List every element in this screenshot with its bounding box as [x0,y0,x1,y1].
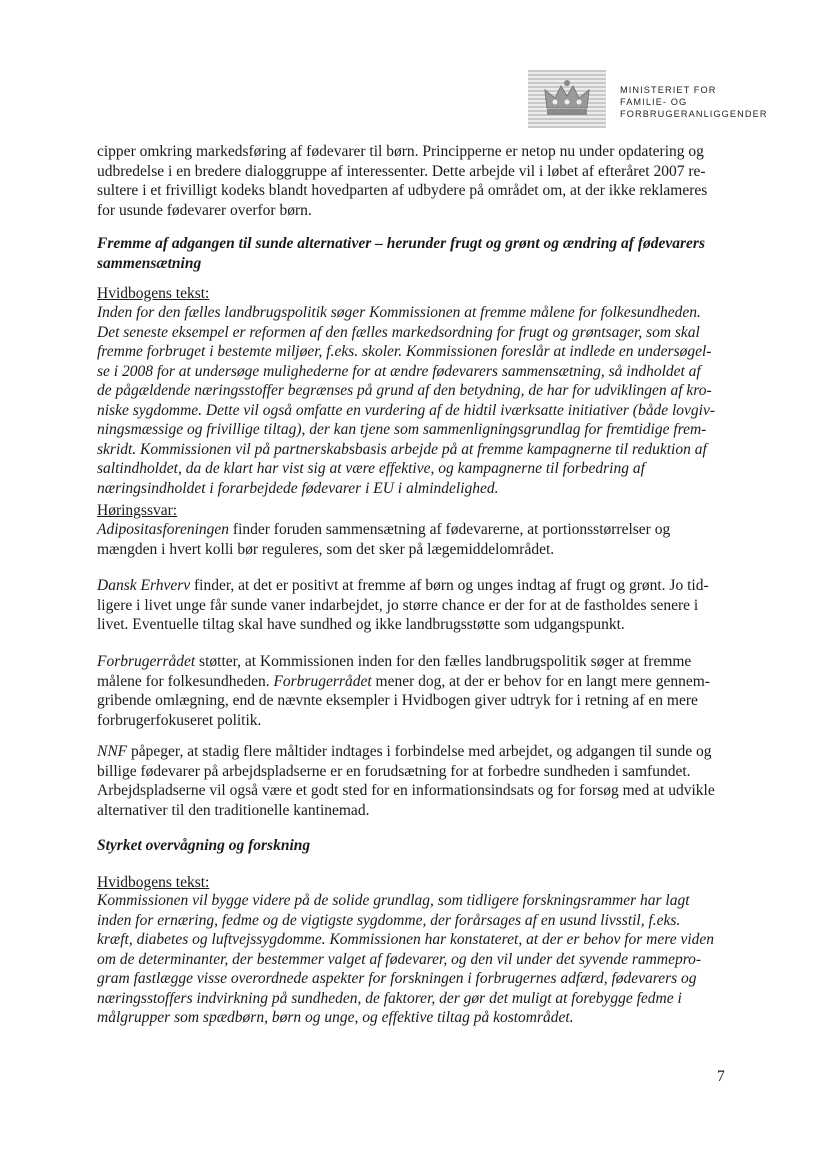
section-heading [97,836,737,856]
heading-line: Fremme af adgangen til sunde alternativer – herunder frugt og grønt og ændring af fødevarers [97,235,705,252]
text-line: livet. Eventuelle tiltag skal have sundhed og ikke landbrugsstøtte som udgangspunkt. [97,616,625,633]
whitepaper-label: Hvidbogens tekst: [97,874,210,891]
text-line: se i 2008 for at undersøge mulighederne for at ændre fødevarers sammensætning, så indholdet af [97,362,701,380]
response-paragraph [97,652,737,730]
whitepaper-text [97,891,737,1028]
text-line: målgrupper som spædbørn, børn og unge, og effektive tiltag på kostområdet. [97,1009,574,1026]
text-line: cipper omkring markedsføring af fødevarer til børn. Principperne er netop nu under opdatering og [97,143,704,160]
text-line: om de determinanter, der bestemmer valget af fødevarer, og den vil under det syvende rammepro- [97,950,702,968]
text-line: gribende omlægning, end de nævnte eksempler i Hvidbogen giver udtryk for i retning af en mere [97,692,698,709]
text-line: de pågældende næringsstoffer begrænses på grund af den betydning, de har for udviklingen af kro- [97,382,712,399]
response-text: støtter, at Kommissionen inden for den fælles landbrugspolitik søger at fremme [195,653,692,670]
text-line: fremme forbruget i bestemte miljøer, f.eks. skoler. Kommissionen foreslår at indlede en undersøgel- [97,343,712,360]
response-paragraph [97,576,737,635]
text-line: alternativer til den traditionelle kantinemad. [97,801,370,819]
organisation-name: NNF [97,743,128,760]
text-line [97,742,737,762]
text-line: kræft, diabetes og luftvejssygdomme. Kommissionen har konstateret, at der er behov for mere viden [97,931,715,948]
crown-icon [541,78,593,120]
text-line [97,576,737,596]
organisation-name: Dansk Erhverv [97,577,191,594]
crown-emblem [528,70,606,128]
whitepaper-text [97,303,737,498]
text-line: Arbejdspladserne vil også være et godt sted for en informationsindsats og for forsøg med at udvikle [97,782,715,799]
response-text: finder, at det er positivt at fremme af børn og unges indtag af frugt og grønt. Jo tid- [190,577,709,594]
ministry-line: MINISTERIET FOR [620,85,717,95]
text-line: næringsindholdet i forarbejdede fødevarer i EU i almindelighed. [97,479,499,497]
section-heading [97,234,737,273]
text-line: skridt. Kommissionen vil på partnerskabsbasis arbejde på at fremme kampagnerne til reduktion af [97,440,707,458]
organisation-name: Forbrugerrådet [273,672,372,690]
whitepaper-label: Hvidbogens tekst: [97,285,210,302]
response-text: påpeger, at stadig flere måltider indtages i forbindelse med arbejdet, og adgangen til sunde og [127,743,712,760]
text-line: inden for ernæring, fedme og de vigtigste sygdomme, der forårsages af en usund livsstil, f.eks. [97,911,681,929]
text-line: for usunde fødevarer overfor børn. [97,201,312,219]
text-line: mængden i hvert kolli bør reguleres, som det sker på lægemiddelområdet. [97,540,555,558]
heading-line: sammensætning [97,254,202,272]
text-line: udbredelse i en bredere dialoggruppe af interessenter. Dette arbejde vil i løbet af efteråret 2007 re- [97,162,706,180]
text-line: ligere i livet unge får sunde vaner indarbejdet, jo større chance er der for at de fastholdes senere i [97,596,699,614]
text-line [97,672,737,692]
ministry-logo [528,70,768,130]
response-paragraph [97,742,737,820]
responses-label: Høringssvar: [97,502,178,519]
ministry-line: FORBRUGERANLIGGENDER [620,109,768,119]
intro-paragraph [97,142,737,220]
text-line: gram fastlægge visse overordnede aspekter for forskningen i forbrugernes adfærd, fødevarers og [97,970,697,987]
text-line: billige fødevarer på arbejdspladserne er en forudsætning for at forbedre sundheden i samfundet. [97,762,691,780]
organisation-name: Adipositasforeningen [97,521,230,538]
ministry-line: FAMILIE- OG [620,97,688,107]
text-line: ningsmæssige og frivillige tiltag), der kan tjene som sammenligningsgrundlag for fremtidige frem- [97,421,707,438]
response-text: finder foruden sammensætning af fødevarerne, at portionsstørrelser og [229,521,671,538]
page-number: 7 [717,1068,725,1085]
text-line [97,652,737,672]
text-line [97,520,737,540]
text-line: Det seneste eksempel er reformen af den fælles markedsordning for frugt og grøntsager, som skal [97,323,700,341]
response-text: mener dog, at der er behov for en langt mere gennem- [371,672,710,690]
heading-line: Styrket overvågning og forskning [97,837,311,854]
text-line: Kommissionen vil bygge videre på de solide grundlag, som tidligere forskningsrammer har lagt [97,892,690,909]
text-line: sultere i et frivilligt kodeks blandt hovedparten af udbydere på området om, at der ikke reklameres [97,182,708,199]
ministry-name [620,84,768,120]
text-line: saltindholdet, da de klart har vist sig at være effektive, og kampagnerne til forbedring af [97,460,645,477]
organisation-name: Forbrugerrådet [97,653,196,670]
response-paragraph [97,520,737,559]
text-line: næringsstoffers indvirkning på sundheden, de faktorer, der gør det muligt at forebygge fedme i [97,989,682,1007]
text-line: Inden for den fælles landbrugspolitik søger Kommissionen at fremme målene for folkesundheden. [97,304,701,321]
response-text: målene for folkesundheden. [97,672,274,690]
text-line: forbrugerfokuseret politik. [97,711,262,729]
text-line: niske sygdomme. Dette vil også omfatte en vurdering af de hidtil iværksatte initiativer (både lovgiv- [97,401,715,419]
